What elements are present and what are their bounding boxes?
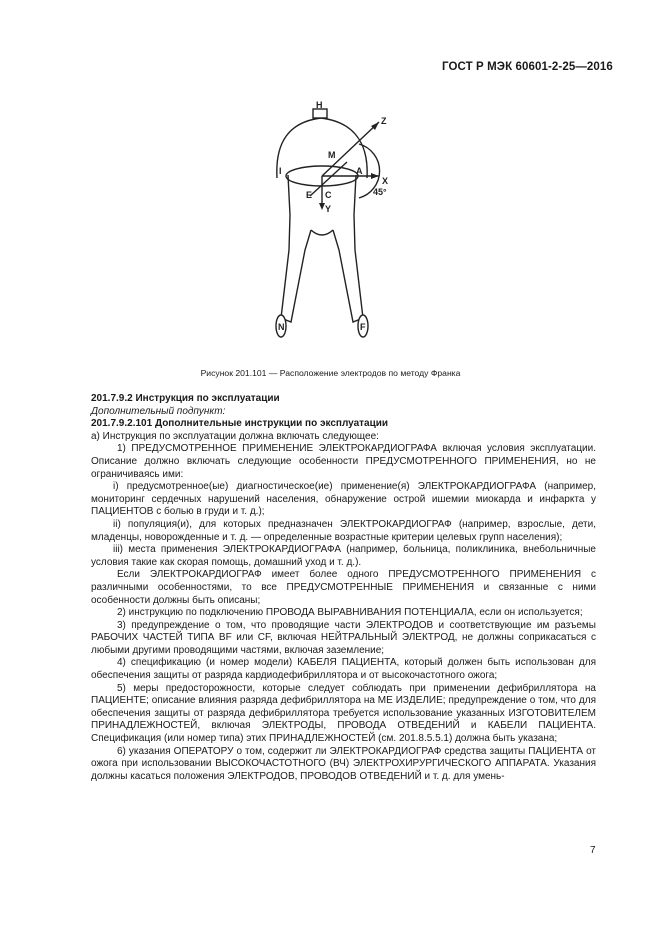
- intro-paragraph: а) Инструкция по эксплуатации должна включать следующее:: [91, 430, 379, 442]
- label-z: Z: [381, 116, 387, 126]
- label-c: C: [325, 190, 332, 200]
- label-h: H: [316, 100, 323, 110]
- sub-label: Дополнительный подпункт:: [91, 405, 226, 417]
- head-shoulders-outline: [277, 118, 367, 178]
- item-6: 6) указания ОПЕРАТОРУ о том, содержит ли ЭЛЕКТРОКАРДИОГРАФ средства защиты ПАЦИЕНТА от ожога при использовании ВЫСОКОЧАСТОТНОГО (ВЧ) ЭЛЕКТРОХИРУРГИЧЕСКОГО АППАРАТА. Указания должны касаться положения ЭЛЕКТРОДОВ, ПРОВОДОВ ОТВЕДЕНИЙ и т. д. для умень-: [91, 745, 596, 782]
- crotch-outline: [311, 230, 333, 235]
- item-1-ii: ii) популяция(и), для которых предназначен ЭЛЕКТРОКАРДИОГРАФ (например, взрослые, дети, младенцы, новорожденные и т. д. — определенные возрастные критерии целевых групп населения);: [91, 518, 596, 543]
- item-4: 4) спецификацию (и номер модели) КАБЕЛЯ ПАЦИЕНТА, который должен быть использован для обеспечения защиты от разряда кардиодефибриллятора и от высокочастотного ожога;: [91, 657, 596, 682]
- label-m: M: [328, 150, 336, 160]
- label-i: I: [279, 166, 282, 176]
- label-e: E: [306, 190, 313, 200]
- frank-electrode-figure: [255, 100, 395, 345]
- item-5: 5) меры предосторожности, которые следует соблюдать при применении дефибриллятора на ПАЦИЕНТЕ; описание влияния разряда дефибриллятора на МЕ ИЗДЕЛИЕ; предупреждение о том, что для обеспечения защиты от разряда дефибриллятора требуется использование указанных ИЗГОТОВИТЕЛЕМ ПРИНАДЛЕЖНОСТЕЙ, включая ЭЛЕКТРОДЫ, ПРОВОДА ОТВЕДЕНИЙ и КАБЕЛИ ПАЦИЕНТА. Спецификация (или номер типа) этих ПРИНАДЛЕЖНОСТЕЙ (см. 201.8.5.5.1) должна быть указана;: [91, 682, 596, 745]
- label-f: F: [360, 322, 366, 332]
- figure-caption: Рисунок 201.101 — Расположение электродов по методу Франка: [200, 368, 461, 378]
- standard-header: ГОСТ Р МЭК 60601-2-25—2016: [442, 61, 613, 73]
- x-arrowhead: [371, 173, 379, 179]
- label-n: N: [278, 322, 285, 332]
- section-body: [91, 393, 596, 783]
- label-y: Y: [325, 204, 332, 214]
- section-heading: 201.7.9.2 Инструкция по эксплуатации: [91, 393, 280, 404]
- body-right-outline: [333, 175, 363, 322]
- electrode-h: [313, 109, 327, 118]
- item-1: 1) ПРЕДУСМОТРЕННОЕ ПРИМЕНЕНИЕ ЭЛЕКТРОКАРДИОГРАФА включая условия эксплуатации. Описание должно включать следующие особенности ПРЕДУСМОТРЕННОГО ПРИМЕНЕНИЯ, но не ограничиваясь ими:: [91, 443, 596, 480]
- label-angle: 45°: [373, 187, 387, 197]
- item-3: 3) предупреждение о том, что проводящие части ЭЛЕКТРОДОВ и соответствующие им разъемы РАБОЧИХ ЧАСТЕЙ ТИПА BF или CF, включая НЕЙТРАЛЬНЫЙ ЭЛЕКТРОД, не должны соприкасаться с любыми другими проводящими частями, включая заземление;: [91, 619, 596, 656]
- page-number: 7: [590, 845, 596, 856]
- item-1-note: Если ЭЛЕКТРОКАРДИОГРАФ имеет более одного ПРЕДУСМОТРЕННОГО ПРИМЕНЕНИЯ с различными особенностями, то все ПРЕДУСМОТРЕННЫЕ ПРИМЕНЕНИЯ и связанные с ними особенности должны быть описаны;: [91, 569, 596, 606]
- item-1-iii: iii) места применения ЭЛЕКТРОКАРДИОГРАФА (например, больница, поликлиника, внебольничные условия такие как скорая помощь, домашний уход и т. д.).: [91, 544, 596, 568]
- item-1-i: i) предусмотренное(ые) диагностическое(ие) применение(я) ЭЛЕКТРОКАРДИОГРАФА (например, мониторинг сердечных нарушений населения, обнаружение острой ишемии миокарда и инфаркта у ПАЦИЕНТОВ с болью в груди и т. д.);: [91, 481, 596, 518]
- subsection-heading: 201.7.9.2.101 Дополнительные инструкции по эксплуатации: [91, 418, 389, 430]
- label-x: X: [382, 176, 389, 186]
- item-2: 2) инструкцию по подключению ПРОВОДА ВЫРАВНИВАНИЯ ПОТЕНЦИАЛА, если он используется;: [117, 607, 583, 619]
- body-outline-diagram: [255, 100, 395, 345]
- label-a: A: [356, 166, 363, 176]
